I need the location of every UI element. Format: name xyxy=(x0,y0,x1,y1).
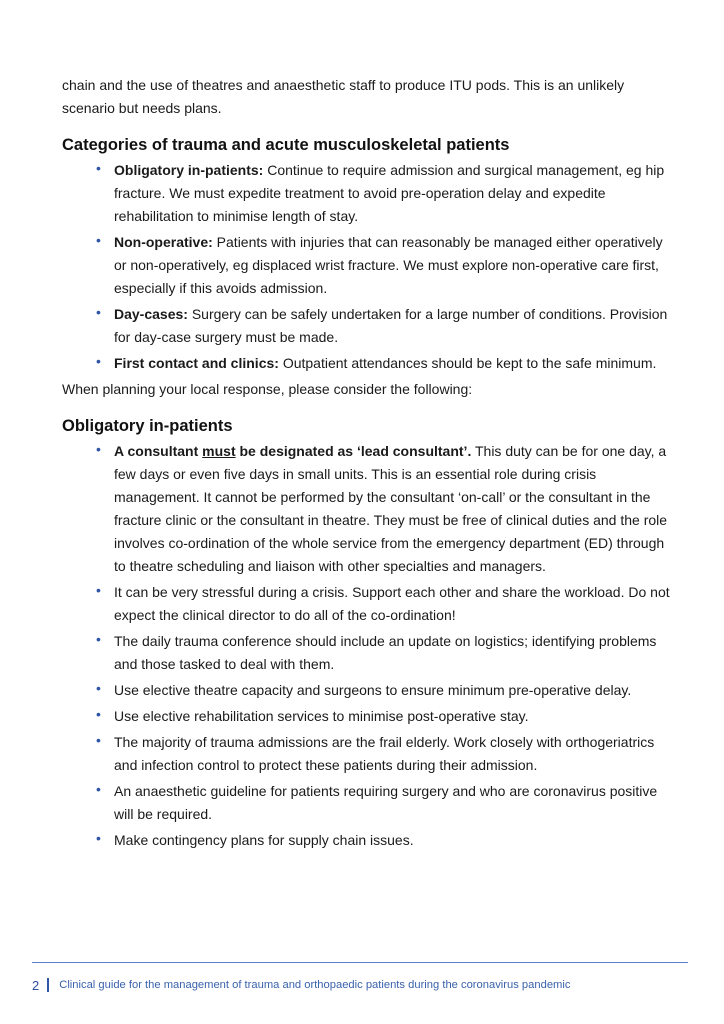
item-text: The daily trauma conference should include an update on logistics; identifying problems and those tasked to deal with them. xyxy=(114,633,657,672)
obligatory-list xyxy=(62,440,672,852)
bullet-icon: • xyxy=(96,631,101,647)
list-item xyxy=(62,630,672,676)
item-text: It can be very stressful during a crisis. Support each other and share the workload. Do not expect the clinical director to do all of the co-ordination! xyxy=(114,584,670,623)
bullet-icon: • xyxy=(96,304,101,320)
list-item xyxy=(62,231,672,300)
item-text: Surgery can be safely undertaken for a large number of conditions. Provision for day-case surgery must be made. xyxy=(114,306,668,345)
page-content xyxy=(62,74,672,855)
page-number: 2 xyxy=(32,977,40,993)
item-term: Obligatory in-patients: xyxy=(114,162,264,178)
item-text: Patients with injuries that can reasonably be managed either operatively or non-operatively, eg displaced wrist fracture. We must explore non-operative care first, especially if this avoids admission. xyxy=(114,234,663,296)
planning-paragraph: When planning your local response, please consider the following: xyxy=(62,381,473,397)
list-item xyxy=(62,780,672,826)
intro-paragraph: chain and the use of theatres and anaesthetic staff to produce ITU pods. This is an unlikely scenario but needs plans. xyxy=(62,77,625,116)
bullet-icon: • xyxy=(96,830,101,846)
list-item xyxy=(62,731,672,777)
bullet-icon: • xyxy=(96,232,101,248)
item-term: Day-cases: xyxy=(114,306,188,322)
bullet-icon: • xyxy=(96,706,101,722)
item-text: Make contingency plans for supply chain issues. xyxy=(114,832,414,848)
term-part: A consultant xyxy=(114,443,203,459)
footer-separator xyxy=(47,978,49,992)
item-text: Use elective rehabilitation services to minimise post-operative stay. xyxy=(114,708,529,724)
term-part: be designated as ‘lead consultant’. xyxy=(235,443,472,459)
bullet-icon: • xyxy=(96,732,101,748)
list-item xyxy=(62,679,672,702)
footer-title: Clinical guide for the management of trauma and orthopaedic patients during the coronavirus pandemic xyxy=(59,979,571,991)
bullet-icon: • xyxy=(96,582,101,598)
list-item xyxy=(62,303,672,349)
list-item xyxy=(62,581,672,627)
bullet-icon: • xyxy=(96,160,101,176)
footer-divider xyxy=(32,962,688,963)
item-text: Use elective theatre capacity and surgeons to ensure minimum pre-operative delay. xyxy=(114,682,632,698)
list-item xyxy=(62,705,672,728)
page-footer xyxy=(32,976,570,994)
list-item xyxy=(62,440,672,578)
item-term: Non-operative: xyxy=(114,234,213,250)
categories-list xyxy=(62,159,672,375)
bullet-icon: • xyxy=(96,781,101,797)
categories-heading: Categories of trauma and acute musculoskeletal patients xyxy=(62,136,510,154)
list-item xyxy=(62,352,672,375)
must-emphasis: must xyxy=(202,443,236,459)
item-text: Outpatient attendances should be kept to the safe minimum. xyxy=(278,355,657,371)
item-text: This duty can be for one day, a few days or even five days in small units. This is an essential role during crisis management. It cannot be performed by the consultant ‘on-call’ or the consultant in the fracture clinic or the consultant in theatre. They must be free of clinical duties and the role involves co-ordination of the whole service from the emergency department (ED) through to theatre scheduling and liaison with other specialties and managers. xyxy=(114,443,668,574)
bullet-icon: • xyxy=(96,680,101,696)
list-item xyxy=(62,159,672,228)
item-text: An anaesthetic guideline for patients requiring surgery and who are coronavirus positive will be required. xyxy=(114,783,658,822)
bullet-icon: • xyxy=(96,441,101,457)
item-text: Continue to require admission and surgical management, eg hip fracture. We must expedite treatment to avoid pre-operation delay and expedite rehabilitation to minimise length of stay. xyxy=(114,162,665,224)
item-term: First contact and clinics: xyxy=(114,355,279,371)
bullet-icon: • xyxy=(96,353,101,369)
obligatory-heading: Obligatory in-patients xyxy=(62,417,233,435)
item-text: The majority of trauma admissions are the frail elderly. Work closely with orthogeriatrics and infection control to protect these patients during their admission. xyxy=(114,734,655,773)
list-item xyxy=(62,829,672,852)
lead-consultant-term xyxy=(114,443,471,459)
